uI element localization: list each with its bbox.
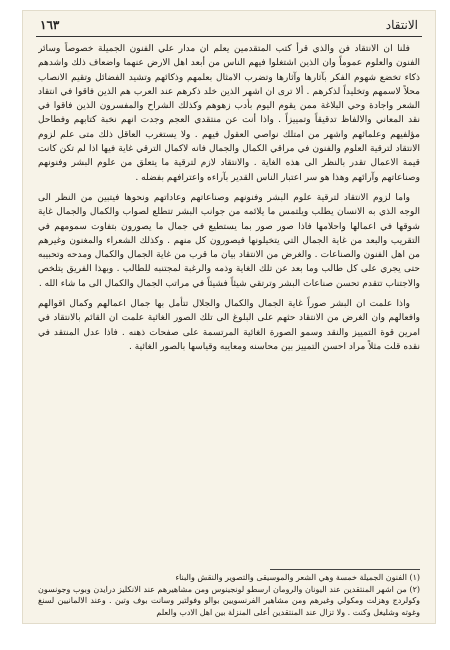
- footnote: (١) الفنون الجميلة خمسة وهي الشعر والموسيقى والتصوير والنقش والبناء: [175, 573, 420, 582]
- paragraph: واذا علمت ان البشر صوراً غاية الجمال والكمال والجلال تتأمل بها جمال اعمالهم وكمال اقوالهم وافعالهم وان الغرض من الانتقاد حثهم على البلوغ الى تلك الصور الغائية علمت ان القائم بالانتقاد في امرين قوة التمييز والنقد وسمو الصورة الغائية المرتسمة على صفحات ذهنه . فاذا عدل المنتقد في نقده قلت مثلاً مراد احسن التمييز بين محاسنه ومعايبه وقياسها بالصور الغائية .: [38, 299, 420, 352]
- paragraph: واما لزوم الانتقاد لترقية علوم البشر وفنونهم وصناعاتهم وعاداتهم ونحوها فيتبين من النظر الى الوجه الذي به الانسان يطلب ويلتمس ما يلائمه من جوانب البشر تتطلع لصواب والكمال والجمال غاية شوقها في اعمالها واحلامها فاذا صور صور بما يستطيع في جمال ما يصورون بتفاوت سمومهم في التقريب والبعد من غاية الجمال التي يتخيلونها فيصورون كل منهم . وكذلك الشعراء والمغنون وغيرهم من اهل الفنون والصناعات . والغرض من الانتقاد بيان ما قرب من غاية الجمال والكمال ومدحه وتحبيبه حتى يجري على كل طالب وما بعد عن تلك الغاية وذمه والرغبة لمجتنبه للطالب . وبهذا الفريق يتلخص والاجتناب تتقدم تحسن صناعات البشر وترتقي شيئاً فشيئاً في مراتب الجمال والكمال الى ما شاء الله .: [38, 192, 420, 289]
- paragraph: فلنا ان الانتقاد فن والذي قرأ كتب المتقدمين يعلم ان مدار علي الفنون الجميلة خصوصاً وسائر الفنون والعلوم عموماً وان الذين اشتغلوا فيهم الناس من أبعد اهل الارض عنهما واضعاف ذلك واشدهم ذكاء تخضع شهوم الفكر بآثارها وآثارها وتضرب الامثال بعلمهم وذكائهم وتشيد الفضائل وتقيم الانصاب محلاً لاسمهم وتخليداً لذكرهم . ألا ترى ان اشهر الذين خلد ذكرهم عند العرب هم الذين فاقوا في انتقاد الشعر واجادة وحي البلاغة ممن يقوم اليوم بأدب زهوهم وكذلك الشراح والمفسرون الذين فاقوا في نقد المعاني والالفاظ تدقيقاً وتمييزاً . واذا أنت عن منتقدي العجم وجدت انهم نخبة كتابهم وفطاحل مؤلفيهم وعلمائهم واشهر من امتلك نواصي العقول فيهم . ولا يستغرب العاقل ذلك متى علم لزوم الانتقاد لترقية العلوم والفنون في مراقي الكمال والجمال فانه لاكمال الترقي غاية فيها اذا لم تكن كانت قيمة الاعمال تقدر بالنظر الى هذه الغاية . والانتقاد لازم لترقية ما يتعلق من علوم البشر وفنونهم وصناعاتهم وآرائهم وهذا هو سر اعتبار الناس القدير بآراءه واعترافهم بفضله .: [38, 44, 420, 183]
- page-number: ١٦٣: [40, 18, 60, 32]
- header-rule: [36, 36, 422, 37]
- document-page: [22, 10, 436, 624]
- footnote: (٢) من اشهر المنتقدين عند اليونان والرومان ارسطو لونجينوس ومن مشاهيرهم عند الانكليز درايدن وبوب وجونسون وكولردج وهزلت ومكولي وغيرهم ومن مشاهير الفرنسويين بوالو وفولتير وسانت بوف وتين . وعند الالمانيين لسنغ وغوته وشليغل وكنت . ولا تزال عند المنتقدين أعلى المنزلة بين اهل الادب والعلم: [38, 584, 420, 617]
- footnotes: [38, 572, 420, 618]
- footnote-rule: [270, 569, 420, 570]
- body-text: [38, 42, 420, 564]
- running-title: الانتقاد: [385, 18, 418, 32]
- page-header: [40, 16, 418, 34]
